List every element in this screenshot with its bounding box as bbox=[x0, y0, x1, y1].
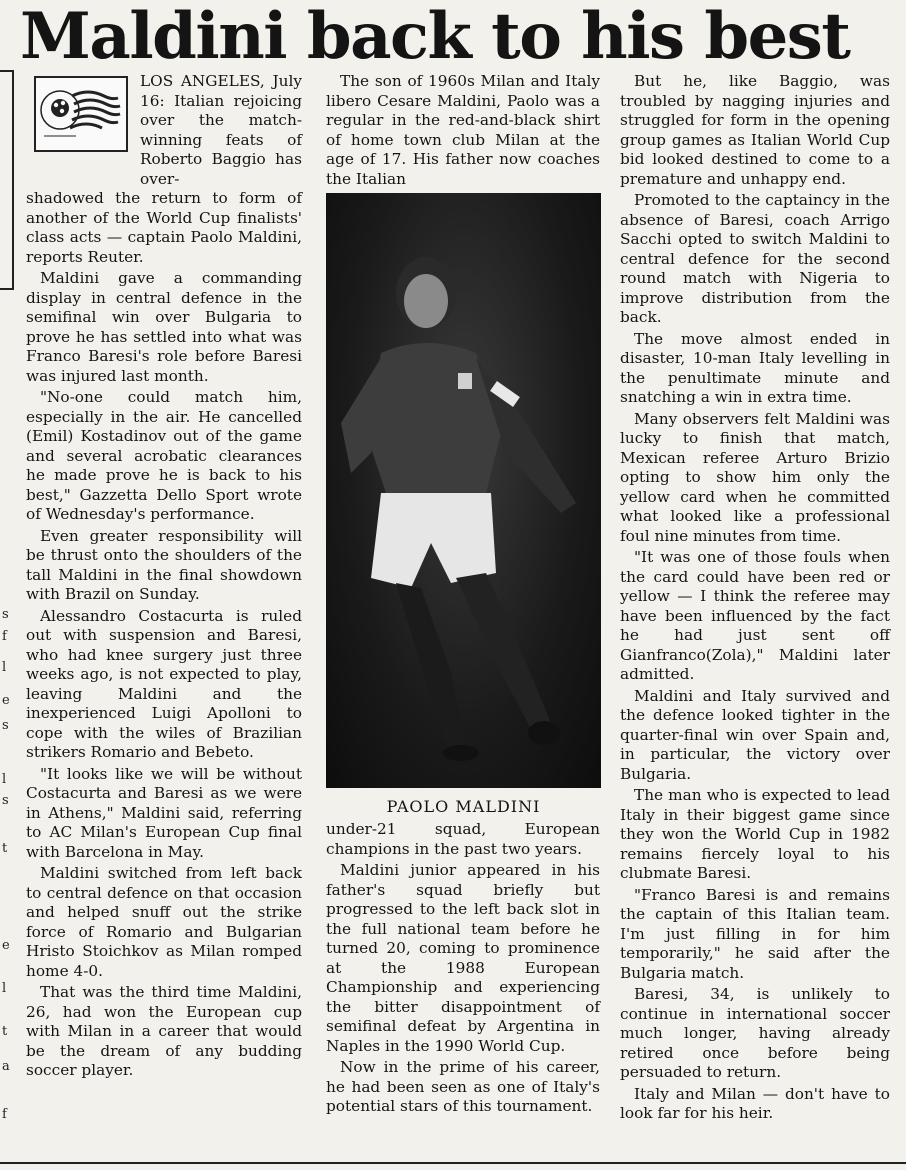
edge-fragment: s bbox=[2, 607, 9, 622]
paragraph: shadowed the return to form of another of the World Cup finalists' class acts — captain Paolo Maldini, reports Reuter. bbox=[26, 189, 302, 266]
paragraph: under-21 squad, European champions in the past two years. bbox=[326, 820, 600, 858]
edge-fragment: f bbox=[2, 629, 7, 644]
paragraph: Maldini gave a commanding display in central defence in the semifinal win over Bulgaria to prove he has settled into what was Franco Baresi's role before Baresi was injured last month. bbox=[26, 269, 302, 385]
edge-fragment: l bbox=[2, 660, 7, 675]
world-cup-usa-94-logo-icon bbox=[36, 78, 126, 150]
edge-fragment: s bbox=[2, 793, 9, 808]
world-cup-logo bbox=[34, 76, 128, 152]
edge-fragment: t bbox=[2, 1024, 8, 1039]
paragraph: "No-one could match him, especially in the air. He cancelled (Emil) Kostadinov out of the game and several acrobatic clearances he made prove he is back to his best," Gazzetta Dello Sport wrote of Wednesday's performance. bbox=[26, 388, 302, 523]
headline: Maldini back to his best bbox=[20, 0, 850, 74]
column-2-top bbox=[326, 72, 600, 189]
player-figure-icon bbox=[326, 193, 601, 788]
edge-fragment: s bbox=[2, 718, 9, 733]
paragraph: Promoted to the captaincy in the absence of Baresi, coach Arrigo Sacchi opted to switch Maldini to central defence for the second round match with Nigeria to improve distribution from the back. bbox=[620, 191, 890, 326]
paragraph: Maldini switched from left back to central defence on that occasion and helped snuff out the strike force of Romario and Bulgarian Hristo Stoichkov as Milan romped home 4-0. bbox=[26, 864, 302, 980]
edge-fragment: f bbox=[2, 1107, 7, 1122]
paragraph: Italy and Milan — don't have to look far for his heir. bbox=[620, 1084, 890, 1122]
paragraph: Now in the prime of his career, he had been seen as one of Italy's potential stars of this tournament. bbox=[326, 1058, 600, 1115]
paragraph: But he, like Baggio, was troubled by nagging injuries and struggled for form in the opening group games as Italian World Cup bid looked destined to come to a premature and unhappy end. bbox=[620, 72, 890, 188]
dateline-paragraph: LOS ANGELES, July 16: Italian rejoicing over the match-winning feats of Roberto Baggio has over- bbox=[140, 72, 302, 188]
edge-fragment: e bbox=[2, 938, 10, 953]
edge-fragment: a bbox=[2, 1059, 10, 1074]
edge-fragment: t bbox=[2, 841, 8, 856]
edge-fragment: l bbox=[2, 772, 7, 787]
paragraph: The move almost ended in disaster, 10-man Italy levelling in the penultimate minute and snatching a win in extra time. bbox=[620, 329, 890, 406]
player-photo bbox=[326, 193, 601, 788]
paragraph: "It looks like we will be without Costacurta and Baresi as we were in Athens," Maldini said, referring to AC Milan's European Cup final with Barcelona in May. bbox=[26, 764, 302, 861]
paragraph: The son of 1960s Milan and Italy libero Cesare Maldini, Paolo was a regular in the red-and-black shirt of home town club Milan at the age of 17. His father now coaches the Italian bbox=[326, 72, 600, 188]
edge-fragment: e bbox=[2, 693, 10, 708]
column-1-body bbox=[26, 189, 302, 1081]
paragraph: Maldini and Italy survived and the defence looked tighter in the quarter-final win over Spain and, in particular, the victory over Bulgaria. bbox=[620, 686, 890, 783]
paragraph: Even greater responsibility will be thrust onto the shoulders of the tall Maldini in the final showdown with Brazil on Sunday. bbox=[26, 526, 302, 603]
paragraph: The man who is expected to lead Italy in their biggest game since they won the World Cup in 1982 remains fiercely loyal to his clubmate Baresi. bbox=[620, 786, 890, 882]
paragraph: Baresi, 34, is unlikely to continue in international soccer much longer, having already retired once before being persuaded to return. bbox=[620, 985, 890, 1081]
photo-caption: PAOLO MALDINI bbox=[386, 797, 541, 816]
edge-fragment: l bbox=[2, 981, 7, 996]
paragraph: Many observers felt Maldini was lucky to finish that match, Mexican referee Arturo Brizio opting to show him only the yellow card when he committed what looked like a professional foul nine minutes from time. bbox=[620, 409, 890, 545]
paragraph: Alessandro Costacurta is ruled out with suspension and Baresi, who had knee surgery just three weeks ago, is not expected to play, leaving Maldini and the inexperienced Luigi Apolloni to cope with the wiles of Brazilian strikers Romario and Bebeto. bbox=[26, 606, 302, 761]
frame-left-corner bbox=[0, 288, 14, 290]
frame-bottom-rule bbox=[0, 1162, 906, 1164]
frame-left-rule bbox=[12, 70, 14, 290]
column-3 bbox=[620, 72, 890, 1124]
paragraph: "Franco Baresi is and remains the captain of this Italian team. I'm just filling in for him temporarily," he said after the Bulgaria match. bbox=[620, 885, 890, 982]
paragraph: Maldini junior appeared in his father's squad briefly but progressed to the left back slot in the full national team before he turned 20, coming to prominence at the 1988 European Championship and experiencing the bitter disappointment of semifinal defeat by Argentina in Naples in the 1990 World Cup. bbox=[326, 861, 600, 1055]
paragraph: "It was one of those fouls when the card could have been red or yellow — I think the referee may have been influenced by the fact he had just sent off Gianfranco(Zola)," Maldini later admitted. bbox=[620, 548, 890, 683]
column-1-intro bbox=[140, 72, 302, 189]
paragraph: That was the third time Maldini, 26, had won the European cup with Milan in a career that would be the dream of any budding soccer player. bbox=[26, 983, 302, 1079]
column-2-bottom bbox=[326, 820, 600, 1117]
